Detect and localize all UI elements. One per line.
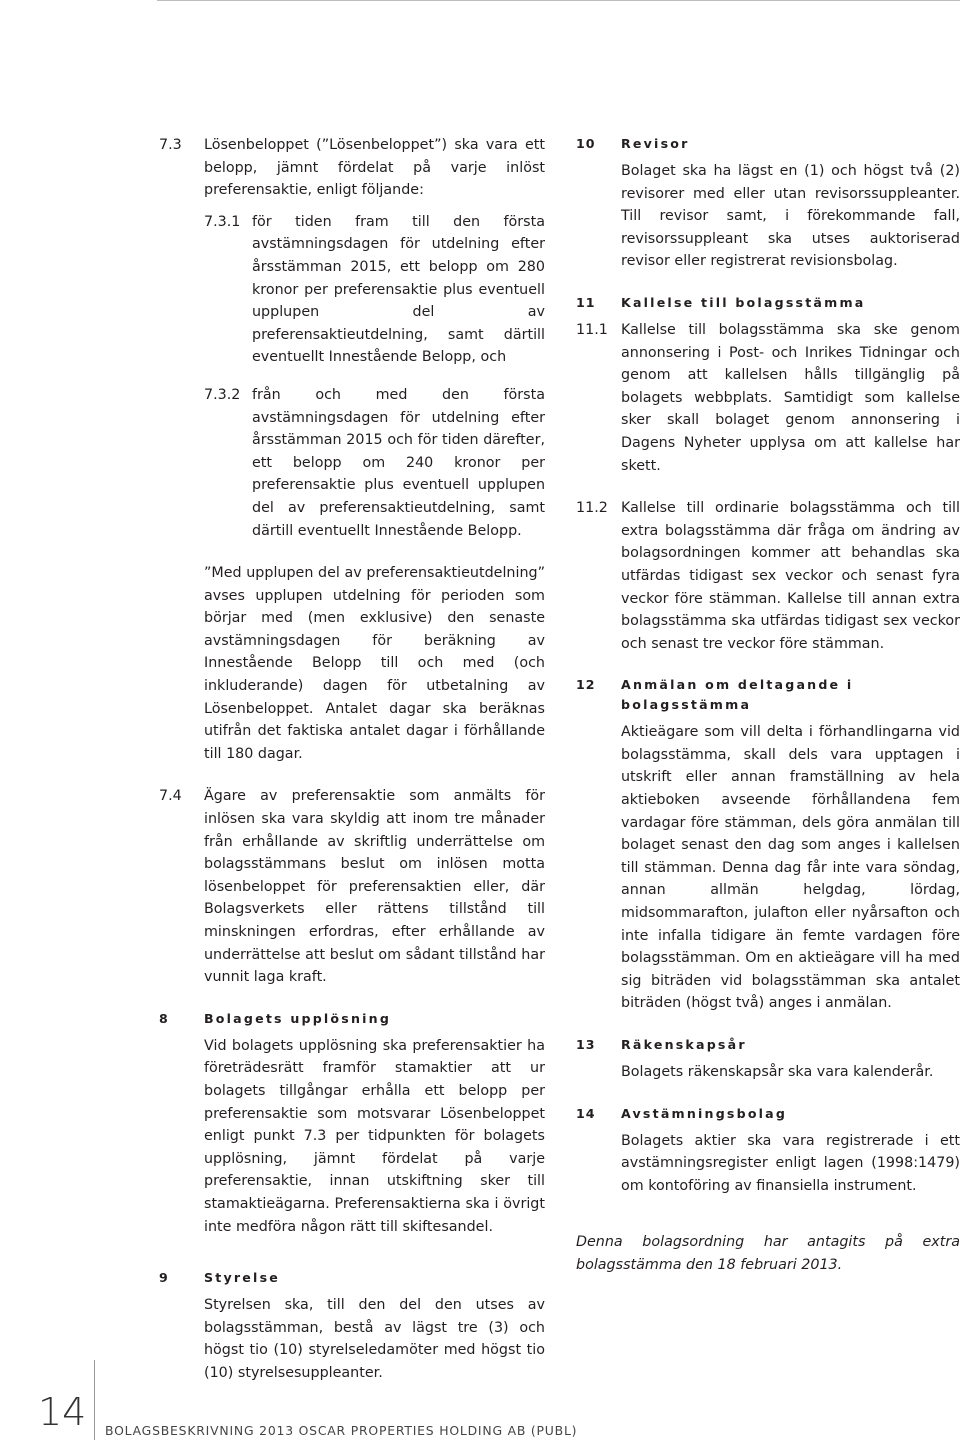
clause-number: 7.3.2: [204, 386, 241, 403]
clause-text: Kallelse till ordinarie bolagsstämma och till extra bolagsstämma där fråga om ändring av bolagsordningen kommer att behandlas ska utfärdas tidigast sex veckor och senast fyra veckor före stämman. Kallelse till annan extra bolagsstämma ska utfärdas tidigast sex veckor och senast tre veckor före stämman.: [621, 500, 960, 652]
section-10-text: Bolaget ska ha lägst en (1) och högst två (2) revisorer med eller utan revisorssuppleanter. Till revisor samt, i förekommande fall, revisorssuppleant ska utses auktoriserad revisor eller registrerat revisionsbolag.: [621, 163, 960, 270]
clause-7-3: [159, 134, 545, 202]
section-13-text: Bolagets räkenskapsår ska vara kalenderår.: [621, 1064, 934, 1080]
section-title: Bolagets upplösning: [204, 1010, 392, 1026]
page-number: 14: [38, 1390, 87, 1434]
section-title: Anmälan om deltagande i bolagsstämma: [621, 677, 854, 713]
clause-text: Ägare av preferensaktie som anmälts för inlösen ska vara skyldig att inom tre månader från erhållande av skriftlig underrättelse om bolagsstämmans beslut om inlösen motta lösenbeloppet för preferensaktien eller, där Bolagsverkets eller rättens tillstånd till minskningen erfordras, efter erhållande av underrättelse att beslut om sådant tillstånd har vunnit laga kraft.: [204, 788, 545, 986]
section-number: 9: [159, 1270, 169, 1286]
clause-text: för tiden fram till den första avstämningsdagen för utdelning efter årsstämman 2015, ett belopp om 280 kronor per preferensaktie plus eventuell upplupen del av preferensaktieutdelning, samt därtill eventuellt Innestående Belopp, och: [252, 213, 545, 366]
section-12-heading: [576, 675, 960, 715]
section-9-heading: [159, 1268, 545, 1288]
clause-number: 11.2: [576, 500, 608, 517]
clause-text: Lösenbeloppet (”Lösenbeloppet”) ska vara ett belopp, jämnt fördelat på varje inlöst preferensaktie, enligt följande:: [204, 137, 545, 199]
section-number: 14: [576, 1105, 596, 1121]
section-12-text: Aktieägare som vill delta i förhandlingarna vid bolagsstämma, skall dels vara upptagen i utskrift eller annan framställning av hela aktieboken avseende förhållandena fem vardagar före stämman, dels göra anmälan till bolaget senast den dag som anges i kallelsen till stämman. Denna dag får inte vara söndag, annan allmän helgdag, lördag, midsommarafton, julafton eller nyårsafton och inte infalla tidigare än femte vardagen före bolagsstämman. Om en aktieägare vill ha med sig biträden vid bolagsstämman ska antalet biträden (högst två) anges i anmälan.: [621, 724, 960, 1012]
clause-7-3-1: [159, 211, 545, 369]
left-column: [159, 134, 545, 1385]
section-title: Revisor: [621, 136, 690, 151]
section-number: 8: [159, 1010, 169, 1026]
section-8-text: Vid bolagets upplösning ska preferensaktier ha företrädesrätt framför stamaktier att ur bolagets tillgångar erhålla ett belopp per preferensaktie som motsvarar Lösenbeloppet enligt punkt 7.3 per tidpunkten för bolagets upplösning, jämnt fördelat på varje preferensaktie, innan utskiftning sker till stamaktieägarna. Preferensaktierna ska i övrigt inte medföra någon rätt till skiftesandel.: [204, 1037, 545, 1235]
clause-number: 11.1: [576, 321, 608, 338]
clause-11-1: [576, 319, 960, 477]
clause-11-2: [576, 497, 960, 655]
right-column: [576, 134, 960, 1277]
clause-number: 7.3: [159, 137, 182, 153]
section-14-heading: [576, 1104, 960, 1124]
top-rule: [157, 0, 960, 1]
section-13-heading: [576, 1035, 960, 1055]
section-number: 11: [576, 294, 596, 310]
section-title: Avstämningsbolag: [621, 1105, 788, 1121]
section-number: 12: [576, 677, 596, 693]
section-8-heading: [159, 1009, 545, 1029]
section-title: Styrelse: [204, 1270, 281, 1286]
section-9-text: Styrelsen ska, till den del den utses av bolagsstämman, bestå av lägst tre (3) och högst tio (10) styrelseledamöter med högst tio (10) styrelsesuppleanter.: [204, 1297, 545, 1381]
running-title: BOLAGSBESKRIVNING 2013 OSCAR PROPERTIES HOLDING AB (PUBL): [105, 1423, 578, 1438]
clause-text: Kallelse till bolagsstämma ska ske genom annonsering i Post- och Inrikes Tidningar och genom att kallelsen hålls tillgänglig på bolagets webbplats. Samtidigt som kallelse sker skall bolaget genom annonsering i Dagens Nyheter upplysa om att kallelse har skett.: [621, 321, 960, 474]
clause-7-4: [159, 785, 545, 988]
definition-paragraph: [159, 562, 545, 765]
clause-text: från och med den första avstämningsdagen för utdelning efter årsstämman 2015 och för tiden därefter, ett belopp om 240 kronor per preferensaktie plus eventuell upplupen del av preferensaktieutdelning, samt därtill eventuellt Innestående Belopp.: [252, 386, 545, 539]
section-14-text: Bolagets aktier ska vara registrerade i ett avstämningsregister enligt lagen (1998:1479) om kontoföring av finansiella instrument.: [621, 1132, 960, 1194]
adoption-note: Denna bolagsordning har antagits på extra bolagsstämma den 18 februari 2013.: [576, 1234, 960, 1273]
section-title: Kallelse till bolagsstämma: [621, 294, 866, 310]
section-number: 13: [576, 1037, 596, 1052]
clause-number: 7.3.1: [204, 213, 241, 230]
section-title: Räkenskapsår: [621, 1037, 747, 1052]
section-10-heading: [576, 134, 960, 154]
clause-number: 7.4: [159, 788, 182, 805]
clause-7-3-2: [159, 384, 545, 542]
section-number: 10: [576, 136, 596, 151]
section-11-heading: [576, 293, 960, 313]
definition-text: ”Med upplupen del av preferensaktieutdelning” avses upplupen utdelning för perioden som börjar med (men exklusive) den senaste avstämningsdagen för beräkning av Innestående Belopp till och med (och inkluderande) dagen för utbetalning av Lösenbeloppet. Antalet dagar ska beräknas utifrån det faktiska antalet dagar i förhållande till 180 dagar.: [204, 565, 545, 762]
footer-divider: [94, 1360, 95, 1440]
